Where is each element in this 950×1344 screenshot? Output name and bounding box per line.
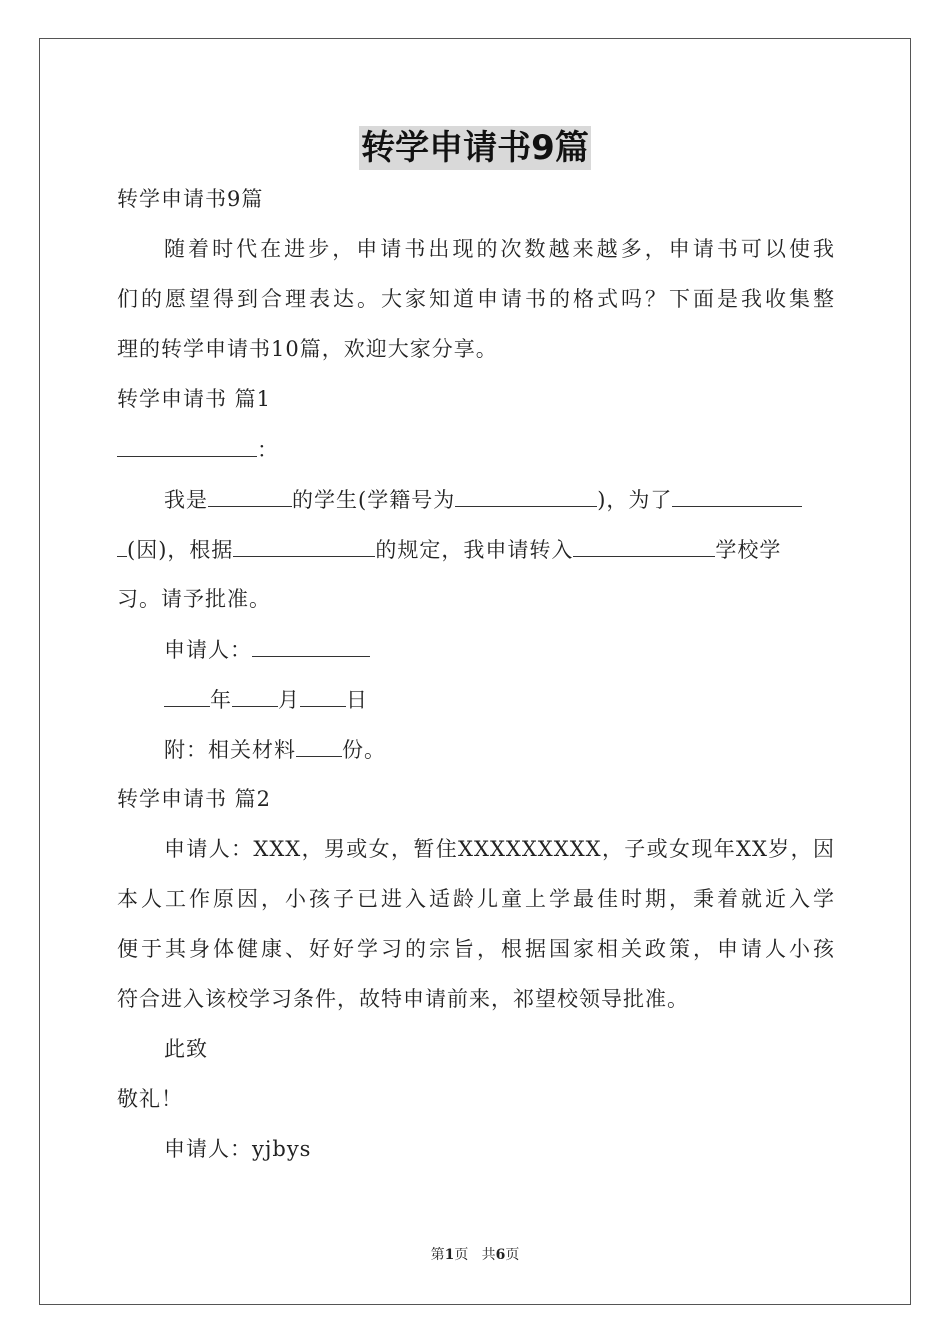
current-page-number: 1 <box>444 1247 455 1263</box>
month-blank <box>232 684 278 707</box>
section2-body-line-2: 本人工作原因，小孩子已进入适龄儿童上学最佳时期，秉着就近入学 <box>117 887 835 911</box>
total-pages-number: 6 <box>495 1247 506 1263</box>
page-border <box>39 38 911 1305</box>
document-title <box>0 126 950 170</box>
attachment-label: 附：相关材料 <box>164 738 296 762</box>
section1-body-line-3: 习。请予批准。 <box>117 587 271 611</box>
student-id-blank <box>455 484 597 507</box>
applicant-label: 申请人： <box>164 638 252 662</box>
target-school-blank <box>573 534 715 557</box>
footer-text: 页 <box>505 1247 520 1263</box>
body-text: )，为了 <box>597 488 673 512</box>
month-label: 月 <box>278 688 300 712</box>
intro-line-1: 随着时代在进步，申请书出现的次数越来越多，申请书可以使我 <box>164 237 835 261</box>
day-label: 日 <box>346 688 368 712</box>
body-text: (因)，根据 <box>127 538 234 562</box>
closing-text: 此致 <box>164 1037 208 1061</box>
section2-body-line-1: 申请人：XXX，男或女，暂住XXXXXXXXX，子或女现年XX岁，因 <box>164 837 835 861</box>
footer-text: 第 <box>430 1247 445 1263</box>
intro-line-2: 们的愿望得到合理表达。大家知道申请书的格式吗？下面是我收集整 <box>117 287 835 311</box>
body-text: 的规定，我申请转入 <box>375 538 574 562</box>
year-label: 年 <box>210 688 232 712</box>
section1-heading: 转学申请书 篇1 <box>117 387 272 411</box>
reason-blank-continued <box>117 534 127 557</box>
section2-body-line-3: 便于其身体健康、好好学习的宗旨，根据国家相关政策，申请人小孩 <box>117 937 835 961</box>
document-subtitle: 转学申请书9篇 <box>117 187 264 211</box>
regulation-blank <box>233 534 375 557</box>
attachment-unit: 份。 <box>342 738 386 762</box>
section2-heading: 转学申请书 篇2 <box>117 787 272 811</box>
title-text: 转学申请书9篇 <box>361 128 589 168</box>
regards-text: 敬礼！ <box>117 1087 183 1111</box>
body-text: 学校学 <box>715 538 782 562</box>
footer-text: 页 <box>454 1247 469 1263</box>
body-text: 我是 <box>164 488 208 512</box>
applicant-line <box>164 634 835 665</box>
body-text: 的学生(学籍号为 <box>292 488 456 512</box>
applicant-blank <box>252 634 370 657</box>
year-blank <box>164 684 210 707</box>
attachment-line <box>164 734 835 765</box>
attachment-count-blank <box>296 734 342 757</box>
date-line <box>164 684 835 715</box>
page-footer <box>0 1245 950 1265</box>
section1-body-line-2 <box>117 534 835 565</box>
day-blank <box>300 684 346 707</box>
intro-line-3: 理的转学申请书10篇，欢迎大家分享。 <box>117 337 498 361</box>
salutation-line <box>117 434 835 465</box>
footer-text: 共 <box>481 1247 496 1263</box>
salutation-colon: ： <box>257 438 279 462</box>
section1-body-line-1 <box>164 484 835 515</box>
recipient-blank <box>117 434 257 457</box>
section2-applicant: 申请人：yjbys <box>164 1137 312 1161</box>
section2-body-line-4: 符合进入该校学习条件，故特申请前来，祁望校领导批准。 <box>117 987 689 1011</box>
school-blank <box>208 484 292 507</box>
reason-blank <box>672 484 802 507</box>
